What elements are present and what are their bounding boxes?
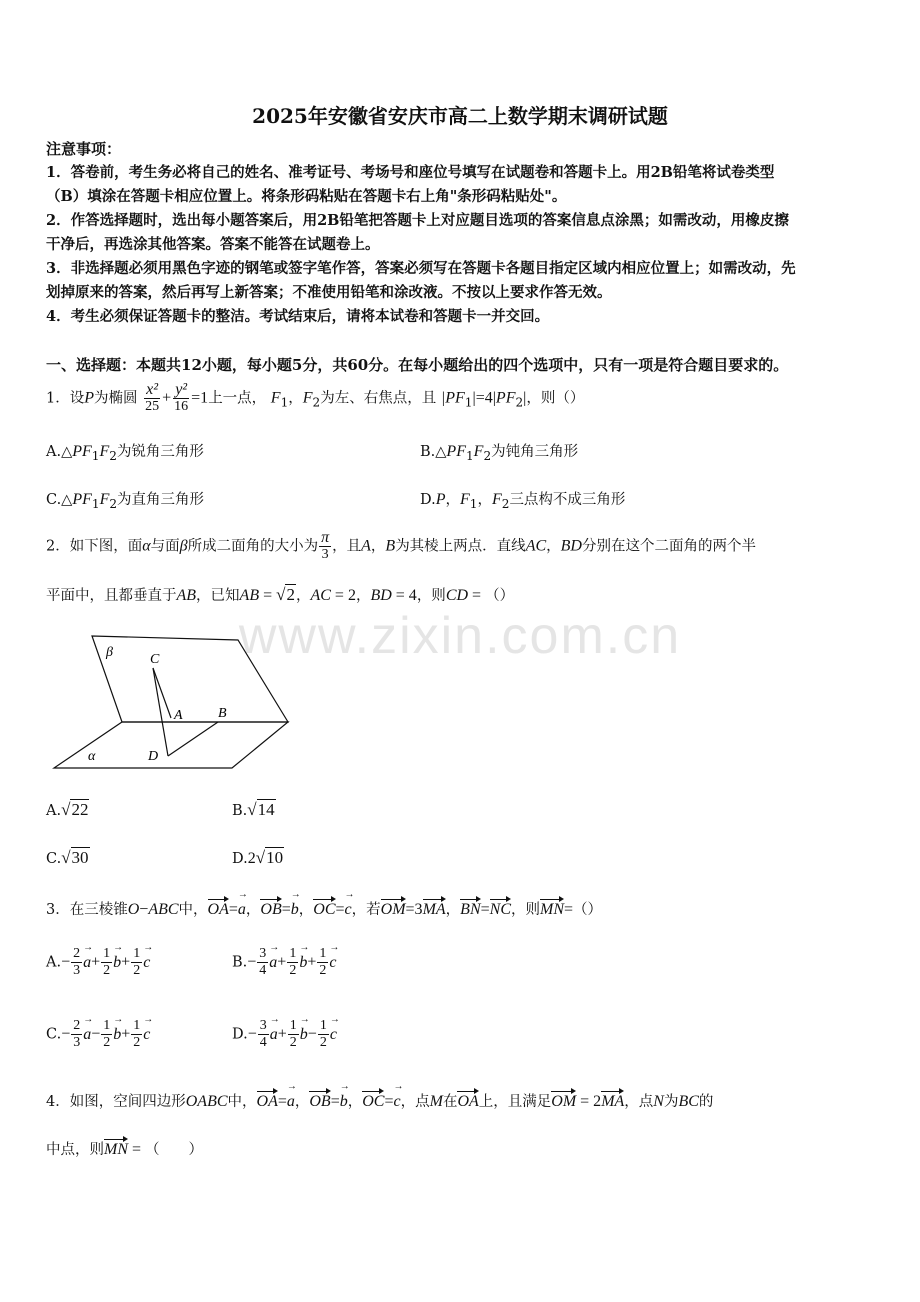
watermark: www.zixin.com.cn xyxy=(238,607,682,665)
page-title: 2025年安徽省安庆市高二上数学期末调研试题 xyxy=(252,104,668,128)
option-3a[interactable]: A.− $\frac{2}{3}$ → a+ $\frac{1}{2}$ → b+ $\frac{1}{2}$ → c xyxy=(46,946,150,979)
line-ca xyxy=(153,668,171,718)
question-4-line-2: 中点，则MN = （ ） xyxy=(46,1141,204,1158)
option-1a[interactable]: $A.\triangle PF_1F_2$为锐角三角形 xyxy=(46,443,204,463)
notice-line: 2．作答选择题时，选出每小题答案后，用2B铅笔把答题卡上对应题目选项的答案信息点涂黑；如需改动，用橡皮擦 xyxy=(46,212,789,229)
question-4-line-1: 4．如图，空间四边形OABC中，OA=→ a，OB=→ b，OC=→ c，点M在OA上，且满足OM = 2MA，点N为BC的 xyxy=(46,1090,713,1111)
label-alpha: α xyxy=(88,749,96,764)
notice-line: 1．答卷前，考生务必将自己的姓名、准考证号、考场号和座位号填写在试题卷和答题卡上。用2B铅笔将试卷类型 xyxy=(46,164,775,181)
notice-line: 划掉原来的答案，然后再写上新答案；不准使用铅笔和涂改液。不按以上要求作答无效。 xyxy=(46,284,612,301)
option-1d[interactable]: D.P，$F_1$，$F_2$三点构不成三角形 xyxy=(420,491,626,511)
option-2b[interactable]: B.√14 xyxy=(232,800,275,819)
label-b: B xyxy=(218,706,227,721)
label-beta: β xyxy=(106,645,113,660)
question-1: 1．设P为椭圆 $\frac{\text{x²}}{25}$ + $\frac{\text{y²}}{16}$ =1上一点， $F_1$，$F_2$为左、右焦点，且 $|PF_1|=4|PF_2|$，则（） xyxy=(46,381,585,414)
option-1b[interactable]: $B.\triangle PF_1F_2$为钝角三角形 xyxy=(420,443,579,463)
option-2a[interactable]: A.√22 xyxy=(46,800,89,819)
label-a: A xyxy=(174,708,183,723)
option-3d[interactable]: D.− $\frac{3}{4}$ → a+ $\frac{1}{2}$ → b− $\frac{1}{2}$ → c xyxy=(232,1018,337,1051)
label-c: C xyxy=(150,652,160,667)
option-3b[interactable]: B.− $\frac{3}{4}$ → a+ $\frac{1}{2}$ → b+ $\frac{1}{2}$ → c xyxy=(232,946,336,979)
question-2-line-2: 平面中，且都垂直于AB，已知AB = √2，AC = 2，BD = 4，则CD = （） xyxy=(46,585,515,604)
option-3c[interactable]: C.− $\frac{2}{3}$ → a− $\frac{1}{2}$ → b+ $\frac{1}{2}$ → c xyxy=(46,1018,150,1051)
option-2c[interactable]: C.√30 xyxy=(46,848,89,867)
plane-beta xyxy=(92,636,288,722)
notice-line: 干净后，再选涂其他答案。答案不能答在试题卷上。 xyxy=(46,236,380,253)
question-3: 3．在三棱锥O−ABC中，OA=→ a，OB=→ b，OC=→ c，若OM=3MA，BN=NC，则MN=（） xyxy=(46,898,602,919)
notice-line: 3．非选择题必须用黑色字迹的钢笔或签字笔作答，答案必须写在答题卡各题目指定区域内相应位置上；如需改动，先 xyxy=(46,260,796,277)
notice-heading: 注意事项： xyxy=(46,140,122,158)
notice-line: 4．考生必须保证答题卡的整洁。考试结束后，请将本试卷和答题卡一并交回。 xyxy=(46,308,550,325)
line-db xyxy=(168,722,218,756)
section-heading: 一、选择题：本题共12小题，每小题5分，共60分。在每小题给出的四个选项中，只有一项是符合题目要求的。 xyxy=(46,356,789,374)
option-1c[interactable]: $C.\triangle PF_1F_2$为直角三角形 xyxy=(46,491,205,511)
option-2d[interactable]: D.2√10 xyxy=(232,848,284,867)
label-d: D xyxy=(148,749,159,764)
line-cd xyxy=(153,668,168,756)
notice-line: （B）填涂在答题卡相应位置上。将条形码粘贴在答题卡右上角"条形码粘贴处"。 xyxy=(46,188,567,205)
question-2-line-1: 2．如下图，面α与面β所成二面角的大小为 $\frac{\pi}{3}$ ，且A，B为其棱上两点．直线AC，BD分别在这个二面角的两个半 xyxy=(46,529,756,562)
dihedral-angle-figure xyxy=(50,630,300,775)
